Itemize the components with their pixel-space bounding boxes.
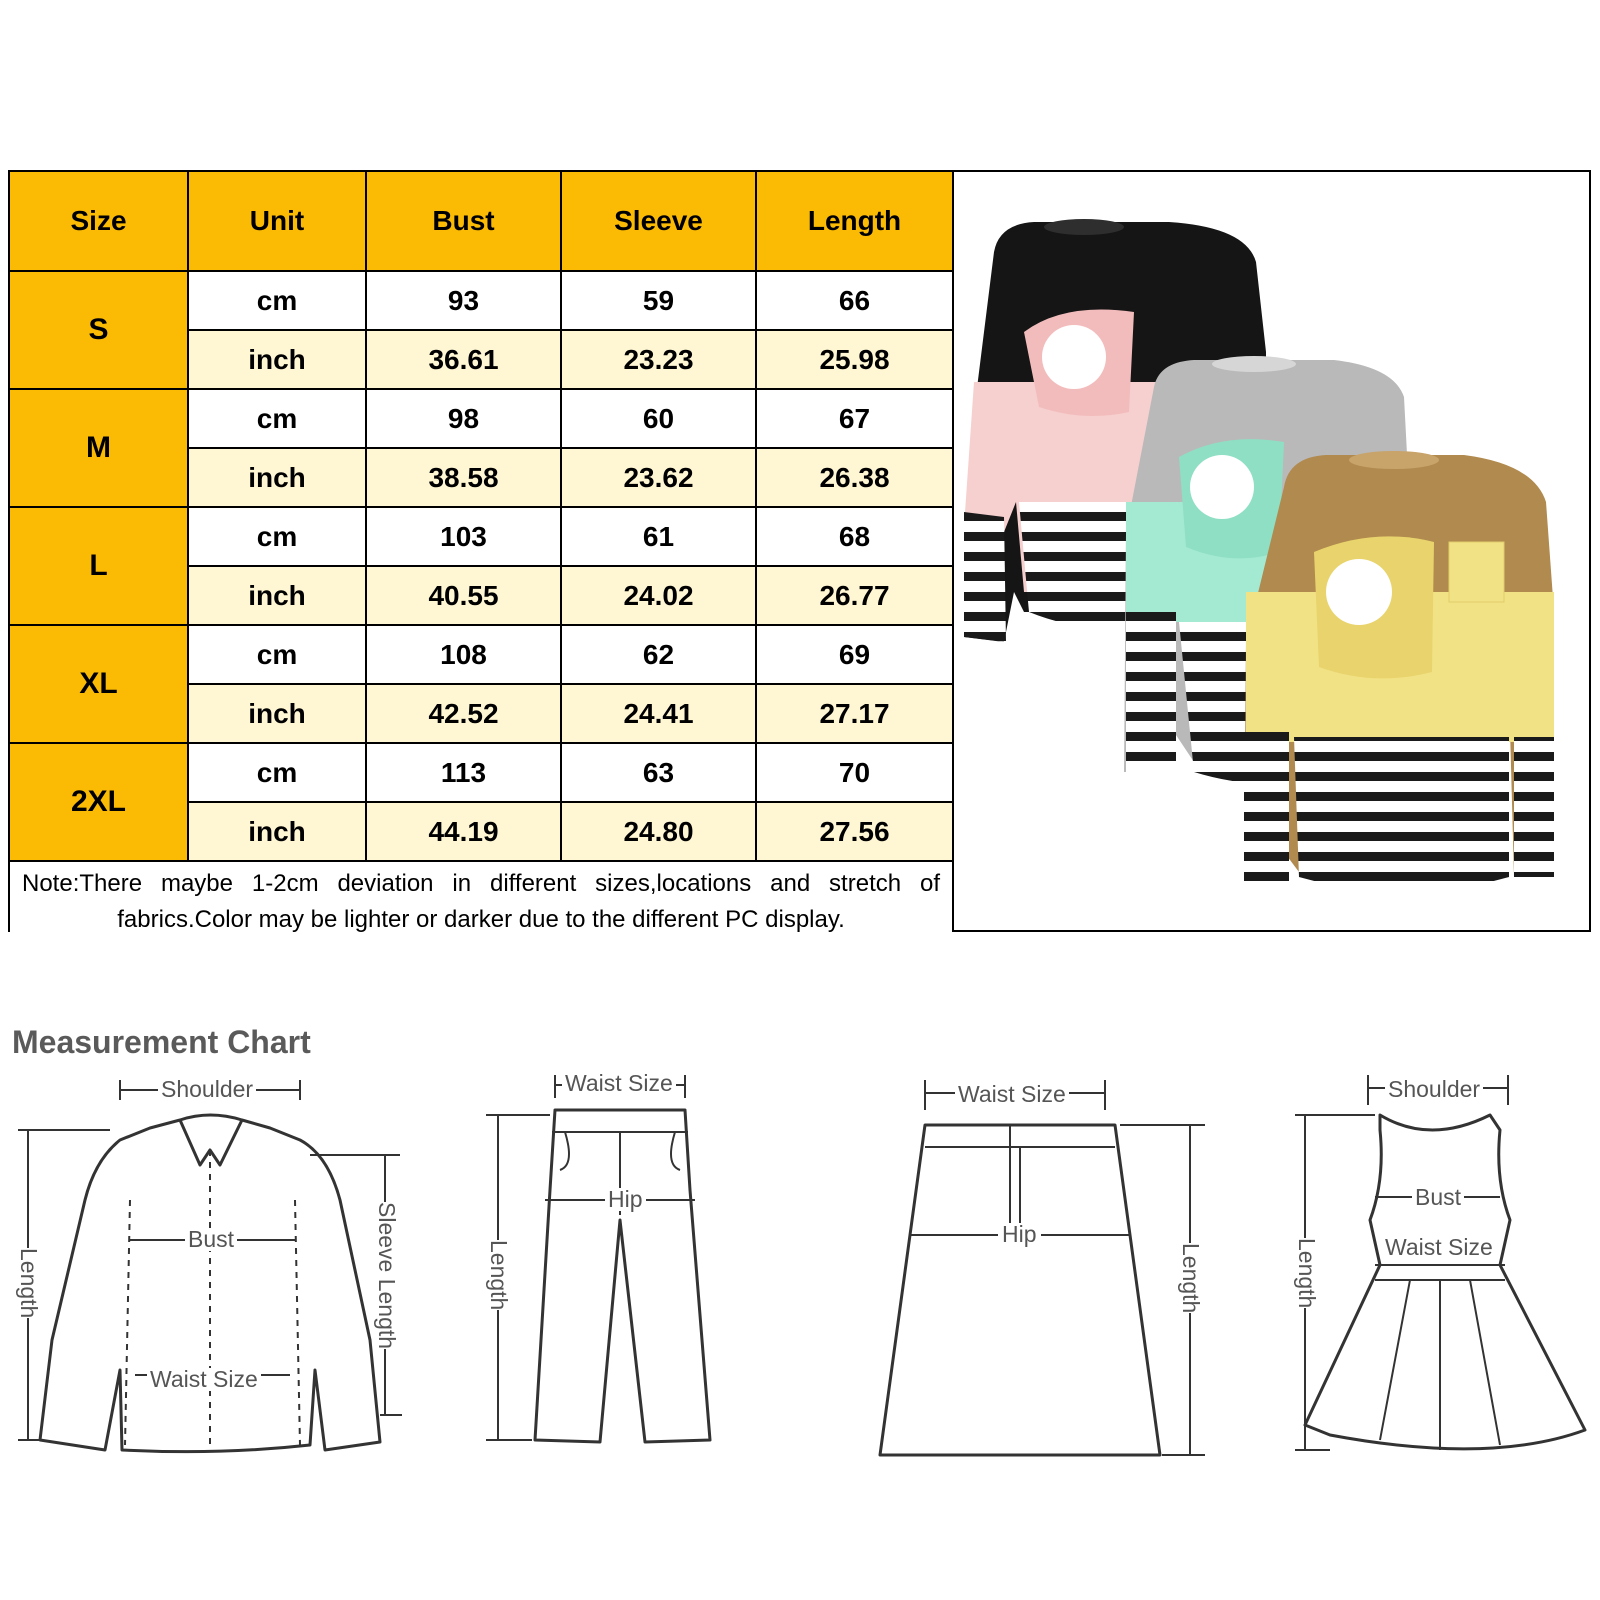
bust-cell: 36.61 bbox=[366, 330, 561, 389]
sleeve-cell: 23.62 bbox=[561, 448, 756, 507]
measurement-chart-title: Measurement Chart bbox=[12, 1024, 311, 1060]
header-size: Size bbox=[10, 172, 188, 271]
table-header-row bbox=[10, 172, 952, 271]
length-cell: 27.17 bbox=[756, 684, 952, 743]
length-cell: 27.56 bbox=[756, 802, 952, 861]
shirt-sleeve-label: Sleeve Length bbox=[374, 1202, 400, 1350]
product-photo bbox=[952, 172, 1591, 930]
note-text: Note:There maybe 1-2cm deviation in different sizes,locations and stretch of fabrics.Color may be lighter or darker due to the different PC display. bbox=[10, 861, 952, 942]
size-table bbox=[10, 172, 952, 942]
pants-length-label: Length bbox=[486, 1240, 512, 1311]
size-label: XL bbox=[10, 625, 188, 743]
unit-cell: inch bbox=[188, 330, 366, 389]
unit-cell: cm bbox=[188, 271, 366, 330]
pants-hip-label: Hip bbox=[605, 1188, 646, 1211]
bust-cell: 98 bbox=[366, 389, 561, 448]
shirt-bust-label: Bust bbox=[185, 1228, 237, 1251]
header-bust: Bust bbox=[366, 172, 561, 271]
length-cell: 25.98 bbox=[756, 330, 952, 389]
table-row bbox=[10, 389, 952, 448]
size-label: S bbox=[10, 271, 188, 389]
sleeve-cell: 61 bbox=[561, 507, 756, 566]
unit-cell: inch bbox=[188, 802, 366, 861]
length-cell: 66 bbox=[756, 271, 952, 330]
length-cell: 26.77 bbox=[756, 566, 952, 625]
table-row bbox=[10, 271, 952, 330]
pants-waist-label: Waist Size bbox=[562, 1072, 676, 1095]
length-cell: 67 bbox=[756, 389, 952, 448]
shirt-shoulder-label: Shoulder bbox=[158, 1078, 256, 1101]
note-row bbox=[10, 861, 952, 942]
bust-cell: 93 bbox=[366, 271, 561, 330]
dress-diagram bbox=[1290, 1070, 1590, 1470]
length-cell: 68 bbox=[756, 507, 952, 566]
sleeve-cell: 24.02 bbox=[561, 566, 756, 625]
sleeve-cell: 24.80 bbox=[561, 802, 756, 861]
dress-shoulder-label: Shoulder bbox=[1385, 1078, 1483, 1101]
table-row bbox=[10, 625, 952, 684]
table-row bbox=[10, 507, 952, 566]
unit-cell: cm bbox=[188, 743, 366, 802]
header-sleeve: Sleeve bbox=[561, 172, 756, 271]
shirt-waist-label: Waist Size bbox=[147, 1368, 261, 1391]
length-cell: 26.38 bbox=[756, 448, 952, 507]
bust-cell: 108 bbox=[366, 625, 561, 684]
bust-cell: 38.58 bbox=[366, 448, 561, 507]
skirt-waist-label: Waist Size bbox=[955, 1083, 1069, 1106]
dress-waist-label: Waist Size bbox=[1382, 1236, 1496, 1259]
bust-cell: 40.55 bbox=[366, 566, 561, 625]
bust-cell: 44.19 bbox=[366, 802, 561, 861]
header-unit: Unit bbox=[188, 172, 366, 271]
table-row bbox=[10, 743, 952, 802]
sleeve-cell: 62 bbox=[561, 625, 756, 684]
unit-cell: inch bbox=[188, 448, 366, 507]
shirt-brown-yellow bbox=[1244, 451, 1554, 892]
bust-cell: 113 bbox=[366, 743, 561, 802]
length-cell: 70 bbox=[756, 743, 952, 802]
dress-bust-label: Bust bbox=[1412, 1186, 1464, 1209]
dress-length-label: Length bbox=[1294, 1238, 1320, 1309]
length-cell: 69 bbox=[756, 625, 952, 684]
sleeve-cell: 24.41 bbox=[561, 684, 756, 743]
sleeve-cell: 60 bbox=[561, 389, 756, 448]
pants-diagram bbox=[480, 1070, 730, 1470]
size-label: 2XL bbox=[10, 743, 188, 861]
sleeve-cell: 59 bbox=[561, 271, 756, 330]
size-label: L bbox=[10, 507, 188, 625]
unit-cell: cm bbox=[188, 507, 366, 566]
unit-cell: inch bbox=[188, 566, 366, 625]
sleeve-cell: 23.23 bbox=[561, 330, 756, 389]
unit-cell: cm bbox=[188, 389, 366, 448]
sleeve-cell: 63 bbox=[561, 743, 756, 802]
skirt-length-label: Length bbox=[1178, 1243, 1204, 1314]
unit-cell: cm bbox=[188, 625, 366, 684]
shirt-diagram bbox=[10, 1070, 410, 1460]
unit-cell: inch bbox=[188, 684, 366, 743]
skirt-diagram bbox=[870, 1075, 1210, 1475]
bust-cell: 103 bbox=[366, 507, 561, 566]
size-chart-panel bbox=[8, 170, 1591, 932]
shirt-length-label: Length bbox=[16, 1248, 42, 1319]
skirt-hip-label: Hip bbox=[998, 1223, 1041, 1246]
bust-cell: 42.52 bbox=[366, 684, 561, 743]
header-length: Length bbox=[756, 172, 952, 271]
size-label: M bbox=[10, 389, 188, 507]
